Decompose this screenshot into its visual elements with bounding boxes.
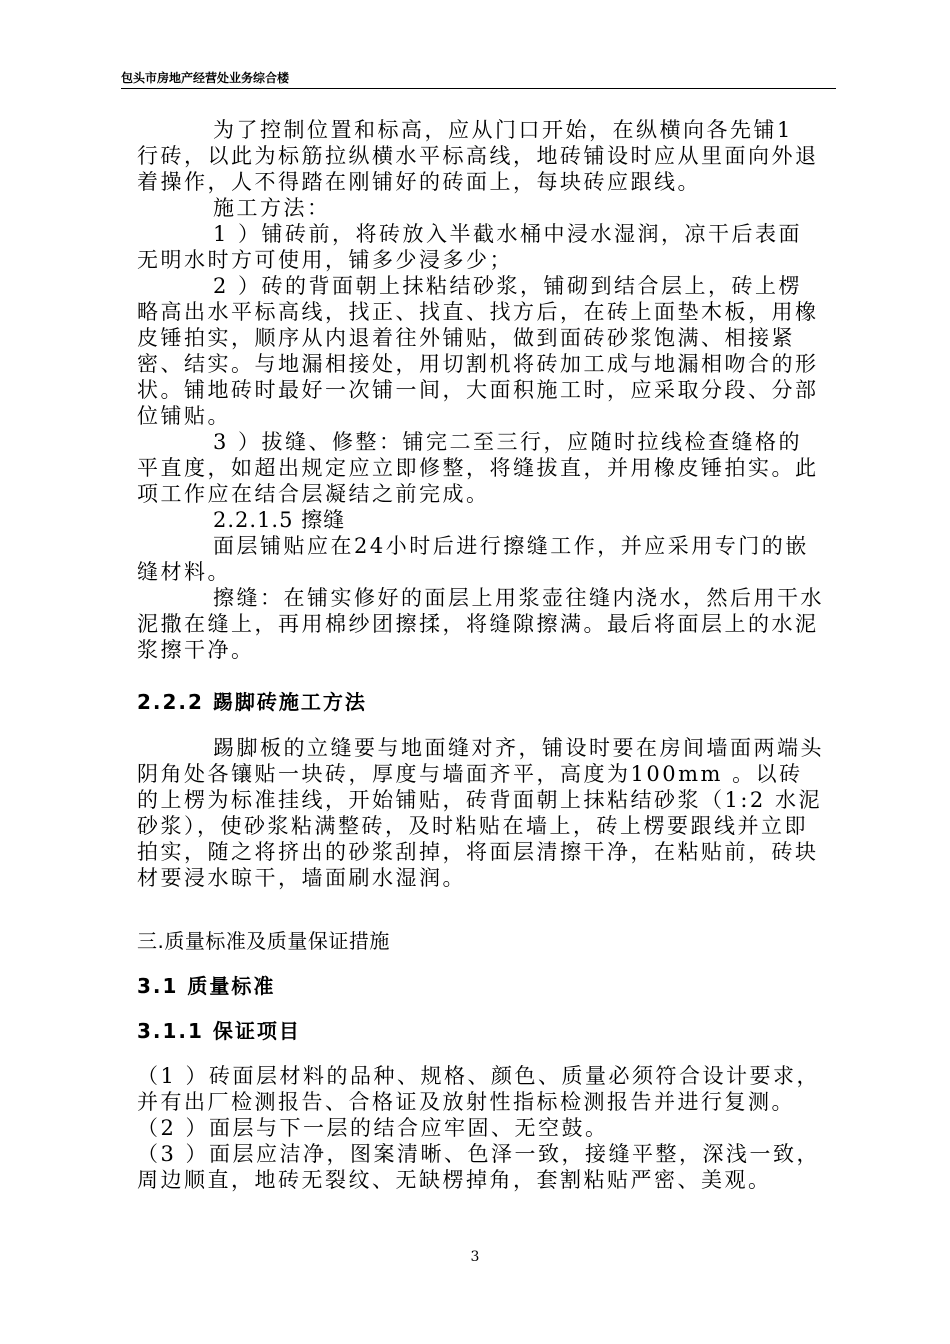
heading-222: 2.2.2 踢脚砖施工方法 (137, 690, 367, 714)
paragraph-step-2: 2 ）砖的背面朝上抹粘结砂浆，铺砌到结合层上，砖上楞略高出水平标高线，找正、找直、找方后，在砖上面垫木板，用橡皮锤拍实，顺序从内退着往外铺贴，做到面砖砂浆饱满、相接紧密、结实。与地漏相接处，用切割机将砖加工成与地漏相吻合的形状。铺地砖时最好一次铺一间，大面积施工时，应采取分段、分部位铺贴。 (137, 274, 819, 428)
paragraph-grout-timing: 面层铺贴应在24小时后进行擦缝工作，并应采用专门的嵌缝材料。 (137, 534, 809, 584)
paragraph-step-1: 1 ）铺砖前，将砖放入半截水桶中浸水湿润，凉干后表面无明水时方可使用，铺多少浸多少； (137, 222, 803, 272)
heading-31: 3.1 质量标准 (137, 974, 276, 998)
paragraph-method-title: 施工方法： (213, 196, 331, 220)
page-number: 3 (470, 1249, 480, 1265)
page-header: 包头市房地产经营处业务综合楼 (121, 70, 836, 89)
paragraph-step-3: 3 ）拔缝、修整：铺完二至三行，应随时拉线检查缝格的平直度，如超出规定应立即修整，将缝拔直，并用橡皮锤拍实。此项工作应在结合层凝结之前完成。 (137, 430, 819, 506)
heading-311: 3.1.1 保证项目 (137, 1019, 301, 1043)
list-item: （3 ）面层应洁净，图案清晰、色泽一致，接缝平整，深浅一致，周边顺直，地砖无裂纹、无缺楞掉角，套割粘贴严密、美观。 (137, 1142, 821, 1192)
paragraph-markers: 为了控制位置和标高，应从门口开始，在纵横向各先铺1 行砖，以此为标筋拉纵横水平标高线，地砖铺设时应从里面向外退着操作，人不得踏在刚铺好的砖面上，每块砖应跟线。 (137, 118, 819, 194)
paragraph-grout-method: 擦缝：在铺实修好的面层上用浆壶往缝内浇水，然后用干水泥撒在缝上，再用棉纱团擦揉，将缝隙擦满。最后将面层上的水泥浆擦干净。 (137, 586, 824, 662)
heading-section-3: 三.质量标准及质量保证措施 (137, 929, 390, 953)
list-item: （1 ）砖面层材料的品种、规格、颜色、质量必须符合设计要求，并有出厂检测报告、合格证及放射性指标检测报告并进行复测。 (137, 1064, 821, 1114)
list-item: （2 ）面层与下一层的结合应牢固、无空鼓。 (137, 1116, 609, 1140)
subheading-2215: 2.2.1.5 擦缝 (213, 508, 346, 532)
document-body (137, 117, 825, 1193)
paragraph-skirting: 踢脚板的立缝要与地面缝对齐，铺设时要在房间墙面两端头阴角处各镶贴一块砖，厚度与墙面齐平，高度为100mm 。以砖的上楞为标准挂线，开始铺贴，砖背面朝上抹粘结砂浆（1:2 水泥砂浆），使砂浆粘满整砖，及时粘贴在墙上，砖上楞要跟线并立即拍实，随之将挤出的砂浆刮掉，将面层清擦干净，在粘贴前，砖块材要浸水晾干，墙面刷水湿润。 (137, 736, 824, 890)
